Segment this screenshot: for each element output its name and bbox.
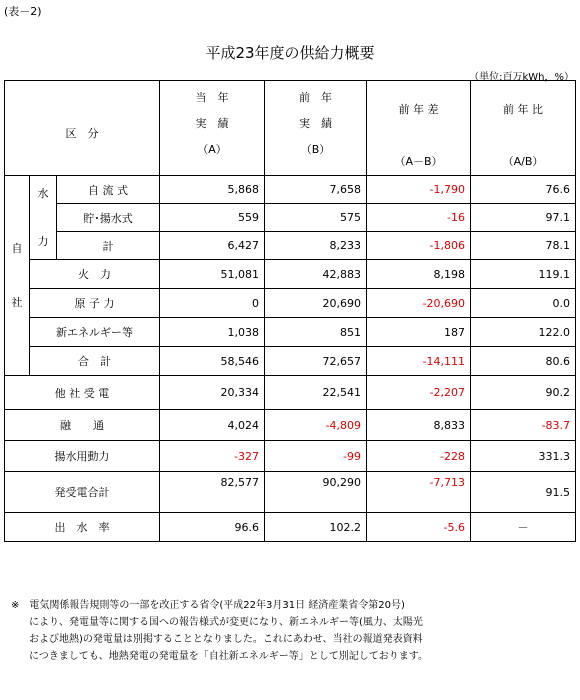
table-row	[5, 289, 576, 318]
cell-ratio: -83.7	[471, 410, 576, 441]
cell-previous: 42,883	[265, 260, 367, 289]
header-category: 区 分	[5, 81, 160, 176]
table-row	[5, 204, 576, 232]
cell-ratio: 119.1	[471, 260, 576, 289]
row-label: 揚水用動力	[5, 441, 160, 472]
cell-ratio: 97.1	[471, 204, 576, 232]
cell-diff: 8,833	[367, 410, 471, 441]
table-row	[5, 176, 576, 204]
cell-current: 559	[160, 204, 265, 232]
cell-current: 96.6	[160, 513, 265, 542]
header-ratio: 前 年 比 （A/B）	[471, 81, 576, 176]
footnote	[11, 597, 571, 665]
header-diff: 前 年 差 （A－B）	[367, 81, 471, 176]
cell-current: 58,546	[160, 347, 265, 376]
cell-diff: -7,713	[367, 472, 471, 513]
row-label: 合 計	[30, 347, 160, 376]
cell-diff: -5.6	[367, 513, 471, 542]
row-label: 出 水 率	[5, 513, 160, 542]
table-row	[5, 376, 576, 410]
row-label: 新エネルギー等	[30, 318, 160, 347]
row-label: 他 社 受 電	[5, 376, 160, 410]
cell-ratio: 80.6	[471, 347, 576, 376]
cell-previous: -99	[265, 441, 367, 472]
cell-current: 0	[160, 289, 265, 318]
cell-previous: 72,657	[265, 347, 367, 376]
cell-diff: -1,790	[367, 176, 471, 204]
cell-current: 1,038	[160, 318, 265, 347]
cell-current: 82,577	[160, 472, 265, 513]
table-row	[5, 318, 576, 347]
cell-current: 51,081	[160, 260, 265, 289]
cell-current: 4,024	[160, 410, 265, 441]
table-row	[5, 513, 576, 542]
cell-previous: 7,658	[265, 176, 367, 204]
cell-ratio: 0.0	[471, 289, 576, 318]
cell-diff: -2,207	[367, 376, 471, 410]
cell-previous: 22,541	[265, 376, 367, 410]
table-row	[5, 347, 576, 376]
cell-ratio: 78.1	[471, 232, 576, 260]
cell-diff: -16	[367, 204, 471, 232]
cell-previous: 20,690	[265, 289, 367, 318]
cell-current: 20,334	[160, 376, 265, 410]
cell-previous: 8,233	[265, 232, 367, 260]
cell-ratio: －	[471, 513, 576, 542]
row-label: 融 通	[5, 410, 160, 441]
table-number-label: (表－2)	[4, 5, 42, 18]
row-label: 発受電合計	[5, 472, 160, 513]
table-row	[5, 472, 576, 513]
unit-label: （単位:百万kWh，%）	[469, 72, 574, 83]
cell-previous: 90,290	[265, 472, 367, 513]
row-label: 火 力	[30, 260, 160, 289]
cell-previous: 575	[265, 204, 367, 232]
row-label: 貯･揚水式	[57, 204, 160, 232]
cell-ratio: 331.3	[471, 441, 576, 472]
cell-diff: 8,198	[367, 260, 471, 289]
cell-diff: -20,690	[367, 289, 471, 318]
supply-table	[4, 80, 576, 542]
cell-ratio: 76.6	[471, 176, 576, 204]
cell-diff: 187	[367, 318, 471, 347]
cell-diff: -228	[367, 441, 471, 472]
footnote-line: および地熱)の発電量は別掲することとなりました。これにあわせ、当社の報道発表資料	[29, 634, 423, 645]
cell-diff: -1,806	[367, 232, 471, 260]
table-row	[5, 260, 576, 289]
cell-previous: 102.2	[265, 513, 367, 542]
row-label: 自 流 式	[57, 176, 160, 204]
row-label: 計	[57, 232, 160, 260]
group-label-hydro: 水 力	[30, 176, 57, 260]
footnote-line: ※ 電気関係報告規則等の一部を改正する省令(平成22年3月31日 経済産業省令第20号)	[11, 600, 405, 611]
header-previous: 前 年 実 績 （B）	[265, 81, 367, 176]
cell-ratio: 90.2	[471, 376, 576, 410]
cell-diff: -14,111	[367, 347, 471, 376]
footnote-line: につきましても、地熱発電の発電量を「自社新エネルギー等」として別記しております。	[29, 651, 428, 662]
row-label: 原 子 力	[30, 289, 160, 318]
footnote-line: により、発電量等に関する国への報告様式が変更になり、新エネルギー等(風力、太陽光	[29, 617, 423, 628]
page-title: 平成23年度の供給力概要	[205, 44, 375, 62]
table-row	[5, 410, 576, 441]
cell-current: 5,868	[160, 176, 265, 204]
cell-previous: -4,809	[265, 410, 367, 441]
cell-previous: 851	[265, 318, 367, 347]
cell-ratio: 122.0	[471, 318, 576, 347]
group-label-company: 自 社	[5, 176, 30, 376]
table-row	[5, 232, 576, 260]
header-current: 当 年 実 績 （A）	[160, 81, 265, 176]
cell-current: -327	[160, 441, 265, 472]
cell-current: 6,427	[160, 232, 265, 260]
cell-ratio: 91.5	[471, 472, 576, 513]
table-row	[5, 441, 576, 472]
